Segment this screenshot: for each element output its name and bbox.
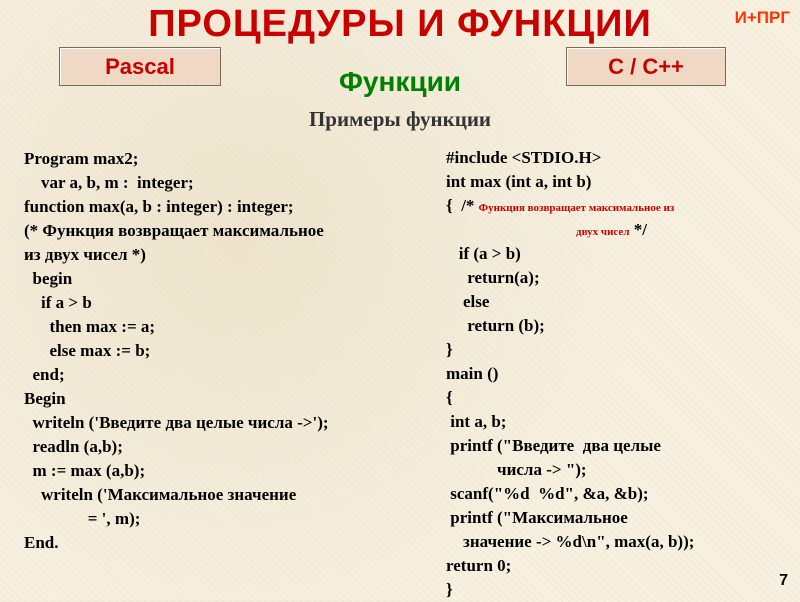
code-line: begin (24, 269, 73, 288)
code-comment-text: двух чисел (576, 226, 630, 238)
code-line: printf ("Введите два целые (446, 436, 661, 455)
code-line: int max (int a, int b) (446, 172, 592, 191)
code-line: { (446, 388, 453, 407)
pascal-label-box: Pascal (59, 47, 221, 86)
code-line: end; (24, 365, 65, 384)
code-line: main () (446, 364, 499, 383)
code-line: return 0; (446, 556, 512, 575)
code-line: then max := a; (24, 317, 156, 336)
code-brace: { /* (446, 196, 479, 215)
code-line: else (446, 292, 490, 311)
code-comment-close: */ (629, 220, 647, 239)
code-line: } (446, 580, 453, 599)
slide-title: ПРОЦЕДУРЫ И ФУНКЦИИ (148, 3, 652, 45)
code-line: (* Функция возвращает максимальное (24, 221, 324, 240)
code-line: return(a); (446, 268, 540, 287)
code-line: else max := b; (24, 341, 151, 360)
slide-section-heading: Примеры функции (308, 107, 492, 131)
code-line: #include <STDIO.H> (446, 148, 602, 167)
code-line: if a > b (24, 293, 92, 312)
code-line: return (b); (446, 316, 545, 335)
c-code-block (446, 146, 694, 602)
code-line: m := max (a,b); (24, 461, 146, 480)
slide-subtitle: Функции (338, 66, 462, 97)
code-line: из двух чисел *) (24, 245, 146, 264)
code-line: writeln ('Введите два целые числа ->'); (24, 413, 329, 432)
code-line: scanf("%d %d", &a, &b); (446, 484, 649, 503)
code-line: = ', m); (24, 509, 141, 528)
code-line: function max(a, b : integer) : integer; (24, 197, 294, 216)
code-line-comment-start (446, 194, 694, 218)
code-line: printf ("Максимальное (446, 508, 628, 527)
code-line: var a, b, m : integer; (24, 173, 194, 192)
code-line: if (a > b) (446, 244, 521, 263)
code-line: int a, b; (446, 412, 507, 431)
code-comment-text: Функция возвращает максимальное из (478, 202, 675, 214)
code-line: значение -> %d\n", max(a, b)); (446, 532, 695, 551)
code-line: End. (24, 533, 59, 552)
pascal-code-block (24, 147, 329, 555)
code-line: readln (a,b); (24, 437, 123, 456)
code-line: } (446, 340, 453, 359)
code-line: Begin (24, 389, 66, 408)
code-line: числа -> "); (446, 460, 587, 479)
code-line-comment-end (446, 218, 694, 242)
corner-label: И+ПРГ (734, 8, 790, 27)
code-line: Program max2; (24, 149, 139, 168)
code-line: writeln ('Максимальное значение (24, 485, 297, 504)
c-label-box: C / C++ (566, 47, 726, 86)
page-number: 7 (779, 572, 788, 589)
